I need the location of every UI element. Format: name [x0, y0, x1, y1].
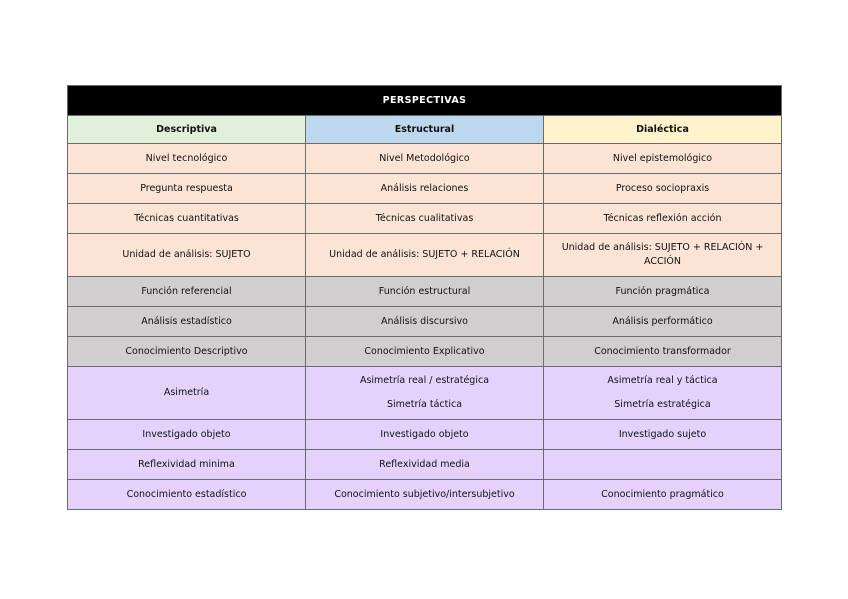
table-cell-descriptiva — [68, 450, 306, 480]
table-row — [68, 367, 782, 420]
table-cell-descriptiva — [68, 337, 306, 367]
cell-text: Proceso sociopraxis — [615, 182, 710, 194]
table-cell-dialectica — [544, 204, 782, 234]
cell-text: Función referencial — [141, 285, 232, 297]
cell-text: Investigado objeto — [380, 428, 469, 440]
perspectives-table-container — [67, 85, 781, 510]
cell-text: Conocimiento Explicativo — [364, 345, 485, 357]
cell-text: Conocimiento subjetivo/intersubjetivo — [334, 488, 515, 500]
table-cell-descriptiva — [68, 144, 306, 174]
table-title-row — [68, 86, 782, 116]
cell-text: Simetría táctica — [386, 399, 463, 410]
table-cell-estructural — [306, 204, 544, 234]
cell-text: Reflexividad minima — [138, 458, 235, 470]
table-cell-descriptiva — [68, 174, 306, 204]
table-cell-descriptiva — [68, 307, 306, 337]
table-cell-dialectica — [544, 337, 782, 367]
table-cell-estructural — [306, 174, 544, 204]
table-row — [68, 337, 782, 367]
cell-text: Unidad de análisis: SUJETO + RELACIÓN + ACCIÓN — [561, 242, 764, 267]
cell-text: Análisis estadístico — [141, 315, 232, 327]
cell-text: Conocimiento pragmático — [601, 488, 724, 500]
cell-text: Técnicas cuantitativas — [134, 212, 239, 224]
table-title: PERSPECTIVAS — [68, 86, 782, 116]
cell-text: Conocimiento Descriptivo — [125, 345, 248, 357]
table-cell-descriptiva — [68, 420, 306, 450]
cell-text: Asimetría real / estratégica — [359, 375, 490, 386]
cell-text: Conocimiento transformador — [594, 345, 731, 357]
cell-text: Simetría estratégica — [614, 399, 711, 410]
table-row — [68, 174, 782, 204]
table-cell-dialectica — [544, 144, 782, 174]
table-cell-estructural — [306, 337, 544, 367]
table-cell-descriptiva — [68, 367, 306, 420]
table-cell-descriptiva — [68, 204, 306, 234]
cell-text: Función estructural — [378, 285, 471, 297]
cell-text: Análisis discursivo — [381, 315, 468, 327]
table-cell-estructural — [306, 367, 544, 420]
table-cell-estructural — [306, 307, 544, 337]
table-cell-descriptiva — [68, 277, 306, 307]
cell-text: Técnicas cualitativas — [375, 212, 474, 224]
table-cell-estructural — [306, 277, 544, 307]
cell-text: Investigado objeto — [142, 428, 231, 440]
cell-text: Análisis performático — [612, 315, 713, 327]
column-header-dialectica: Dialéctica — [544, 116, 782, 144]
cell-text: Nivel epistemológico — [612, 152, 713, 164]
table-row — [68, 277, 782, 307]
cell-text: Unidad de análisis: SUJETO + RELACIÓN — [329, 249, 520, 260]
table-cell-dialectica — [544, 450, 782, 480]
table-row — [68, 480, 782, 510]
cell-text: Técnicas reflexión acción — [603, 212, 722, 224]
cell-text: Unidad de análisis: SUJETO — [122, 249, 251, 260]
table-row — [68, 144, 782, 174]
table-body — [68, 144, 782, 510]
column-header-row — [68, 116, 782, 144]
table-row — [68, 204, 782, 234]
table-cell-descriptiva — [68, 234, 306, 277]
table-cell-estructural — [306, 450, 544, 480]
cell-text: Reflexividad media — [379, 458, 470, 470]
table-cell-estructural — [306, 420, 544, 450]
perspectives-table — [67, 85, 782, 510]
table-cell-estructural — [306, 144, 544, 174]
table-row — [68, 420, 782, 450]
cell-text: Pregunta respuesta — [140, 182, 233, 194]
table-row — [68, 307, 782, 337]
table-row — [68, 450, 782, 480]
cell-text: Nivel Metodológico — [379, 152, 470, 164]
cell-text: Investigado sujeto — [618, 428, 707, 440]
table-cell-dialectica — [544, 307, 782, 337]
table-cell-dialectica — [544, 234, 782, 277]
cell-text: Función pragmática — [615, 285, 710, 297]
cell-text: Análisis relaciones — [380, 182, 469, 194]
table-row — [68, 234, 782, 277]
column-header-estructural: Estructural — [306, 116, 544, 144]
table-cell-dialectica — [544, 420, 782, 450]
cell-text: Asimetría real y táctica — [607, 375, 718, 386]
table-cell-dialectica — [544, 277, 782, 307]
table-cell-dialectica — [544, 174, 782, 204]
cell-text: Conocimiento estadístico — [126, 488, 247, 500]
table-cell-dialectica — [544, 480, 782, 510]
cell-text: Asimetría — [163, 387, 210, 398]
table-cell-estructural — [306, 480, 544, 510]
table-cell-estructural — [306, 234, 544, 277]
table-cell-descriptiva — [68, 480, 306, 510]
table-cell-dialectica — [544, 367, 782, 420]
cell-text: Nivel tecnológico — [145, 152, 228, 164]
column-header-descriptiva: Descriptiva — [68, 116, 306, 144]
